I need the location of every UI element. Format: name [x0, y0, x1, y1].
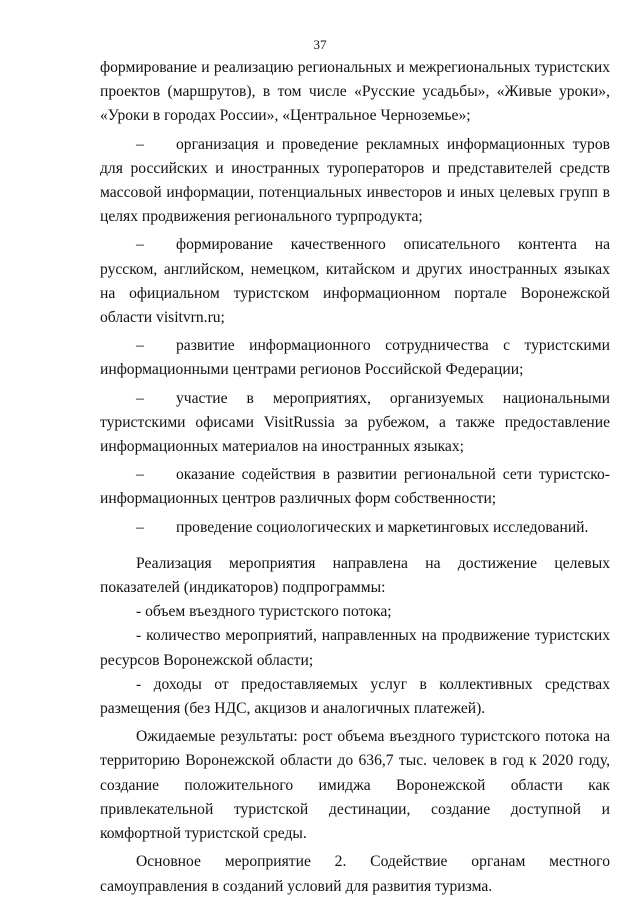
document-body: [100, 56, 610, 899]
list-item-text: формирование качественного описательного контента на русском, английском, немецком, китайском и других иностранных языках на официальном туристском информационном портале Воронежской области visitvrn.ru;: [100, 236, 610, 327]
list-item: [100, 516, 610, 540]
indicator-item: - количество мероприятий, направленных на продвижение туристских ресурсов Воронежской области;: [100, 627, 610, 669]
dash-marker: –: [136, 135, 144, 153]
list-item-text: проведение социологических и маркетинговых исследований.: [176, 518, 589, 536]
dash-marker: –: [136, 236, 144, 254]
list-item-text: оказание содействия в развитии региональной сети туристско-информационных центров различных форм собственности;: [100, 466, 610, 508]
list-item: [100, 463, 610, 511]
list-item-text: участие в мероприятиях, организуемых национальными туристскими офисами VisitRussia за рубежом, а также предоставление информационных материалов на иностранных языках;: [100, 389, 610, 456]
list-item-text: организация и проведение рекламных информационных туров для российских и иностранных туроператоров и представителей средств массовой информации, потенциальных инвесторов и иных целевых групп в целях продвижения регионального турпродукта;: [100, 135, 610, 226]
page-number: 37: [313, 37, 327, 52]
paragraph-realization: Реализация мероприятия направлена на достижение целевых показателей (индикаторов) подпрограммы:: [100, 554, 610, 597]
indicator-item: - объем въездного туристского потока;: [136, 603, 392, 621]
dash-marker: –: [136, 466, 144, 484]
list-item: [100, 334, 610, 382]
list-item-text: развитие информационного сотрудничества с туристскими информационными центрами регионов Российской Федерации;: [100, 337, 610, 379]
dash-marker: –: [136, 518, 144, 536]
dash-marker: –: [136, 389, 144, 407]
list-item: [100, 233, 610, 330]
paragraph-intro: формирование и реализацию региональных и межрегиональных туристских проектов (маршрутов), в том числе «Русские усадьбы», «Живые уроки», «Уроки в городах России», «Центральное Черноземье»;: [100, 59, 610, 125]
dash-marker: –: [136, 337, 144, 355]
list-item: [100, 387, 610, 460]
paragraph-main-activity: Основное мероприятие 2. Содействие органам местного самоуправления в созданий условий для развития туризма.: [100, 853, 610, 895]
indicator-item: - доходы от предоставляемых услуг в коллективных средствах размещения (без НДС, акцизов и аналогичных платежей).: [100, 675, 610, 718]
paragraph-results: Ожидаемые результаты: рост объема въездного туристского потока на территорию Воронежской области до 636,7 тыс. человек в год к 2020 году, создание положительного имиджа Воронежской области как привлекательной туристской дестинации, создание доступной и комфортной туристской среды.: [100, 728, 610, 843]
list-item: [100, 133, 610, 230]
